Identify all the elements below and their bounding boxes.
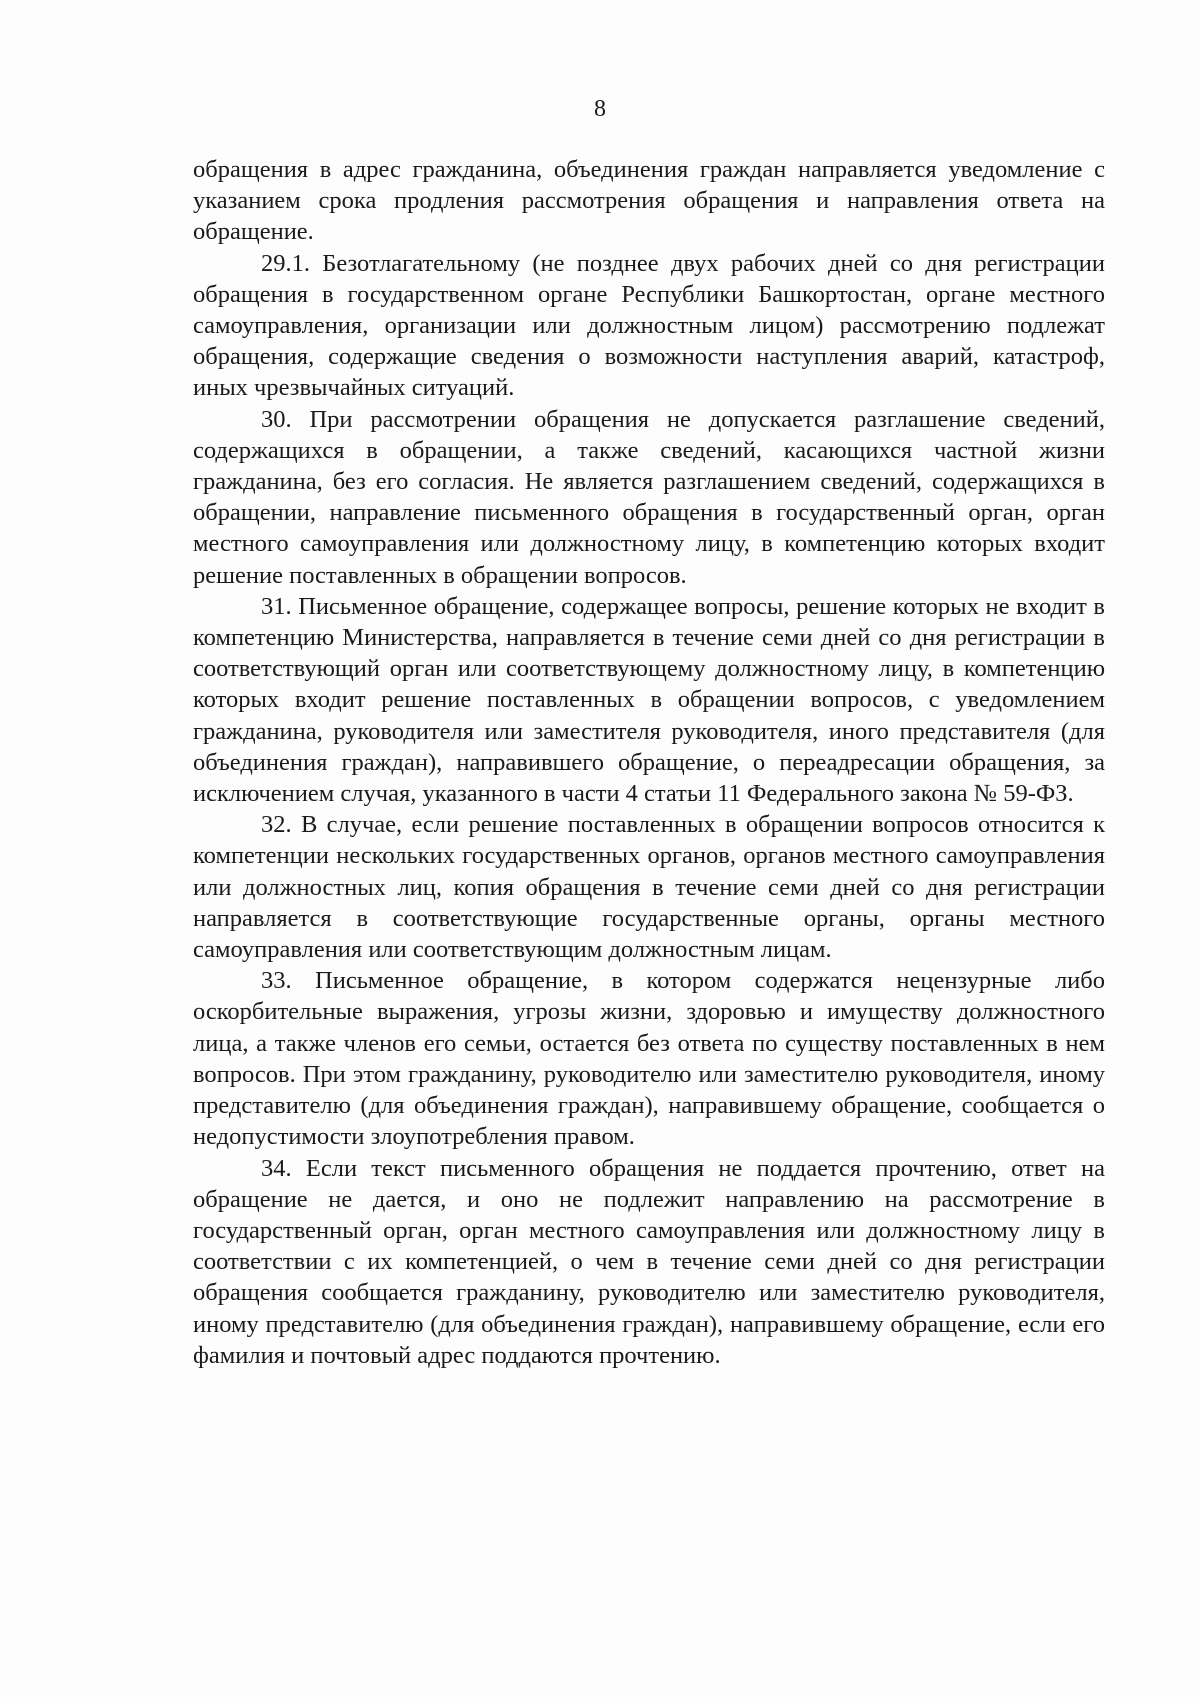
page-number: 8 xyxy=(594,96,606,122)
paragraph-30: 30. При рассмотрении обращения не допускается разглашение сведений, содержащихся в обращении, а также сведений, касающихся частной жизни гражданина, без его согласия. Не является разглашением сведений, содержащихся в обращении, направление письменного обращения в государственный орган, орган местного самоуправления или должностному лицу, в компетенцию которых входит решение поставленных в обращении вопросов. xyxy=(193,405,1105,589)
paragraph-continuation: обращения в адрес гражданина, объединения граждан направляется уведомление с указанием срока продления рассмотрения обращения и направления ответа на обращение. xyxy=(193,156,1105,246)
paragraph-31: 31. Письменное обращение, содержащее вопросы, решение которых не входит в компетенцию Министерства, направляется в течение семи дней со дня регистрации в соответствующий орган или соответствующему должностному лицу, в компетенцию которых входит решение поставленных в обращении вопросов, с уведомлением гражданина, руководителя или заместителя руководителя, иного представителя (для объединения граждан), направившего обращение, о переадресации обращения, за исключением случая, указанного в части 4 статьи 11 Федерального закона № 59-ФЗ. xyxy=(193,592,1105,808)
paragraph-29-1: 29.1. Безотлагательному (не позднее двух рабочих дней со дня регистрации обращения в государственном органе Республики Башкортостан, органе местного самоуправления, организации или должностным лицом) рассмотрению подлежат обращения, содержащие сведения о возможности наступления аварий, катастроф, иных чрезвычайных ситуаций. xyxy=(193,249,1105,402)
paragraph-32: 32. В случае, если решение поставленных в обращении вопросов относится к компетенции нескольких государственных органов, органов местного самоуправления или должностных лиц, копия обращения в течение семи дней со дня регистрации направляется в соответствующие государственные органы, органы местного самоуправления или соответствующим должностным лицам. xyxy=(193,811,1105,964)
paragraph-33: 33. Письменное обращение, в котором содержатся нецензурные либо оскорбительные выражения, угрозы жизни, здоровью и имуществу должностного лица, а также членов его семьи, остается без ответа по существу поставленных в нем вопросов. При этом гражданину, руководителю или заместителю руководителя, иному представителю (для объединения граждан), направившему обращение, сообщается о недопустимости злоупотребления правом. xyxy=(193,967,1105,1151)
document-body xyxy=(193,154,1105,1371)
paragraph-34: 34. Если текст письменного обращения не поддается прочтению, ответ на обращение не дается, и оно не подлежит направлению на рассмотрение в государственный орган, орган местного самоуправления или должностному лицу в соответствии с их компетенцией, о чем в течение семи дней со дня регистрации обращения сообщается гражданину, руководителю или заместителю руководителя, иному представителю (для объединения граждан), направившему обращение, если его фамилия и почтовый адрес поддаются прочтению. xyxy=(193,1154,1105,1369)
